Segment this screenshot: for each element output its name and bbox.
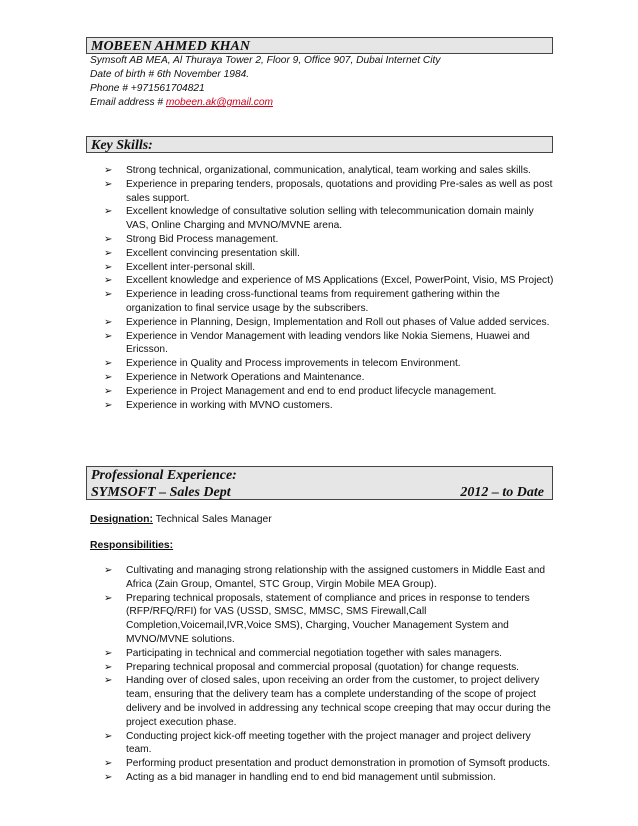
arrow-bullet-icon: ➢ <box>104 358 113 370</box>
list-item-text: Excellent inter-personal skill. <box>126 261 256 273</box>
list-item <box>104 371 554 385</box>
list-item <box>104 399 554 413</box>
list-item-text: Preparing technical proposal and commercial proposal (quotation) for change requests. <box>126 661 520 673</box>
arrow-bullet-icon: ➢ <box>104 565 113 576</box>
list-item <box>104 205 554 233</box>
list-item <box>104 385 554 399</box>
arrow-bullet-icon: ➢ <box>104 289 113 301</box>
list-item-text: Preparing technical proposals, statement of compliance and prices in response to tenders (RFP/RFQ/RFI) for VAS (USSD, SMSC, MMSC, SMS Firewall,Call Completion,Voicemail,IVR,Voice SMS), Charging, Voucher Management System and MVNO/MVNE solutions. <box>126 592 530 645</box>
arrow-bullet-icon: ➢ <box>104 261 113 273</box>
address-line: Symsoft AB MEA, Al Thuraya Tower 2, Floor 9, Office 907, Dubai Internet City <box>90 55 441 66</box>
company-row <box>91 484 552 501</box>
list-item <box>104 261 554 275</box>
list-item-text: Strong Bid Process management. <box>126 233 279 245</box>
list-item-text: Experience in leading cross-functional teams from requirement gathering within the organization to final service usage by the subscribers. <box>126 289 500 314</box>
list-item-text: Experience in Quality and Process improvements in telecom Environment. <box>126 358 461 370</box>
arrow-bullet-icon: ➢ <box>104 758 113 770</box>
list-item-text: Conducting project kick-off meeting together with the project manager and project delivery team. <box>126 730 531 756</box>
responsibilities-heading <box>90 539 173 553</box>
list-item-text: Experience in Vendor Management with leading vendors like Nokia Siemens, Huawei and Ericsson. <box>126 330 530 356</box>
arrow-bullet-icon: ➢ <box>104 771 113 783</box>
responsibilities-list <box>104 564 554 785</box>
list-item-text: Excellent knowledge and experience of MS Applications (Excel, PowerPoint, Visio, MS Project) <box>126 275 554 287</box>
designation-label: Designation: <box>90 514 153 525</box>
arrow-bullet-icon: ➢ <box>104 275 113 287</box>
arrow-bullet-icon: ➢ <box>104 647 113 659</box>
list-item <box>104 564 554 592</box>
experience-title: Professional Experience: <box>91 468 237 483</box>
arrow-bullet-icon: ➢ <box>104 316 113 328</box>
list-item-text: Handing over of closed sales, upon receiving an order from the customer, to project delivery team, ensuring that the delivery team has a complete understanding of the scope of project delivery and be involved in addressing any technical scope creeping that may occur during the project execution phase. <box>126 675 551 728</box>
list-item-text: Experience in working with MVNO customers. <box>126 399 333 411</box>
skills-header <box>86 136 553 153</box>
list-item <box>104 247 554 261</box>
arrow-bullet-icon: ➢ <box>104 661 113 673</box>
list-item <box>104 592 554 647</box>
list-item-text: Excellent knowledge of consultative solution selling with telecommunication domain mainly VAS, Online Charging and MVNO/MVNE arena. <box>126 206 534 232</box>
dob-line: Date of birth # 6th November 1984. <box>90 69 250 80</box>
phone-line: Phone # +971561704821 <box>90 83 205 94</box>
experience-header <box>86 466 553 500</box>
designation-value: Technical Sales Manager <box>152 514 272 525</box>
list-item-text: Excellent convincing presentation skill. <box>126 247 300 259</box>
arrow-bullet-icon: ➢ <box>104 730 113 742</box>
arrow-bullet-icon: ➢ <box>104 385 113 397</box>
list-item-text: Cultivating and managing strong relationship with the assigned customers in Middle East and Africa (Zain Group, Omantel, STC Group, Virgin Mobile MEA Group). <box>126 565 546 590</box>
list-item-text: Experience in Project Management and end to end product lifecycle management. <box>126 385 497 397</box>
list-item <box>104 730 554 758</box>
employment-period: 2012 – to Date <box>460 485 544 500</box>
arrow-bullet-icon: ➢ <box>104 233 113 245</box>
list-item-text: Experience in Planning, Design, Implementation and Roll out phases of Value added services. <box>126 316 550 328</box>
list-item <box>104 357 554 371</box>
arrow-bullet-icon: ➢ <box>104 330 113 342</box>
designation-line <box>90 513 272 527</box>
contact-block <box>90 54 440 110</box>
list-item <box>104 757 554 771</box>
arrow-bullet-icon: ➢ <box>104 675 113 687</box>
arrow-bullet-icon: ➢ <box>104 178 113 190</box>
list-item <box>104 178 554 206</box>
list-item <box>104 771 554 785</box>
list-item-text: Experience in preparing tenders, proposals, quotations and providing Pre-sales as well as post sales support. <box>126 178 553 204</box>
list-item-text: Participating in technical and commercial negotiation together with sales managers. <box>126 647 503 659</box>
arrow-bullet-icon: ➢ <box>104 206 113 218</box>
email-link[interactable]: mobeen.ak@gmail.com <box>165 97 274 108</box>
list-item-text: Performing product presentation and product demonstration in promotion of Symsoft products. <box>126 758 551 770</box>
candidate-name: MOBEEN AHMED KHAN <box>91 39 250 54</box>
list-item <box>104 233 554 247</box>
arrow-bullet-icon: ➢ <box>104 592 113 604</box>
list-item <box>104 674 554 729</box>
list-item <box>104 288 554 316</box>
list-item-text: Strong technical, organizational, communication, analytical, team working and sales skills. <box>126 165 531 176</box>
list-item-text: Experience in Network Operations and Maintenance. <box>126 371 365 383</box>
arrow-bullet-icon: ➢ <box>104 247 113 259</box>
list-item <box>104 316 554 330</box>
skills-list <box>104 164 554 412</box>
email-line <box>90 96 440 110</box>
company-name: SYMSOFT – Sales Dept <box>91 485 231 500</box>
name-header <box>86 37 553 54</box>
list-item <box>104 647 554 661</box>
arrow-bullet-icon: ➢ <box>104 165 113 176</box>
list-item <box>104 661 554 675</box>
arrow-bullet-icon: ➢ <box>104 371 113 383</box>
responsibilities-label: Responsibilities: <box>90 540 174 551</box>
list-item-text: Acting as a bid manager in handling end to end bid management until submission. <box>126 771 496 783</box>
list-item <box>104 330 554 358</box>
skills-title: Key Skills: <box>91 138 153 153</box>
arrow-bullet-icon: ➢ <box>104 399 113 411</box>
list-item <box>104 274 554 288</box>
email-prefix: Email address # <box>90 97 166 108</box>
list-item <box>104 164 554 178</box>
